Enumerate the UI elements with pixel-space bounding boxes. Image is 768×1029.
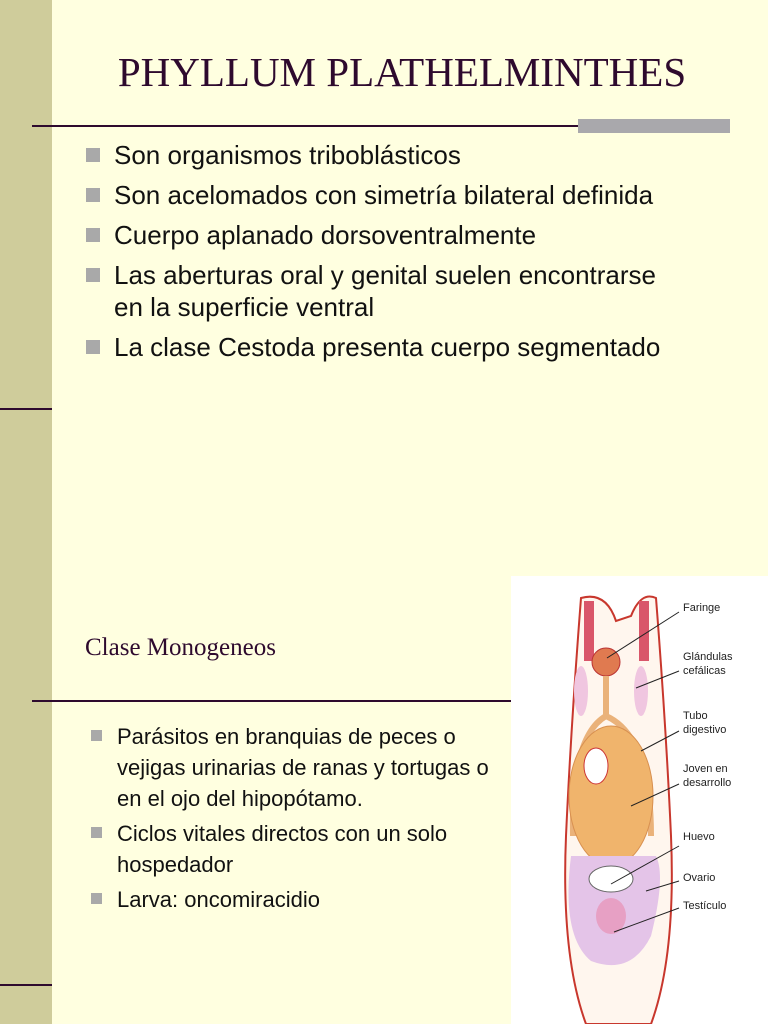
- bullet-icon: [91, 893, 102, 904]
- list-item: [114, 179, 674, 211]
- bullet-icon: [86, 228, 100, 242]
- label-desarrollo: desarrollo: [683, 777, 732, 789]
- bullet-icon: [91, 730, 102, 741]
- bullet-icon: [91, 827, 102, 838]
- list-item: [117, 818, 512, 880]
- bullet-text: Larva: oncomiracidio: [117, 887, 320, 912]
- list-item: [114, 139, 674, 171]
- bullet-text: Son organismos triboblásticos: [114, 140, 461, 170]
- bullet-list: [117, 721, 512, 919]
- left-accent-bar: [0, 0, 52, 576]
- bullet-icon: [86, 188, 100, 202]
- slide-2: [0, 576, 768, 1024]
- left-accent-bar: [0, 576, 52, 1024]
- label-testiculo: Testículo: [683, 900, 727, 912]
- list-item: [117, 884, 512, 915]
- bullet-icon: [86, 268, 100, 282]
- bullet-text: Parásitos en branquias de peces o vejigas urinarias de ranas y tortugas o en el ojo del hipopótamo.: [117, 724, 489, 811]
- slide-title: Clase Monogeneos: [85, 634, 276, 661]
- list-item: [114, 331, 674, 363]
- slide-title: PHYLLUM PLATHELMINTHES: [117, 49, 687, 95]
- worm-diagram: [511, 576, 768, 1024]
- bullet-text: Las aberturas oral y genital suelen encontrarse en la superficie ventral: [114, 260, 656, 322]
- monogenean-anatomy-figure: [511, 576, 768, 1024]
- label-ovario: Ovario: [683, 872, 716, 884]
- bullet-text: Cuerpo aplanado dorsoventralmente: [114, 220, 537, 250]
- bullet-icon: [86, 340, 100, 354]
- title-divider: [32, 700, 512, 702]
- label-huevo: Huevo: [683, 831, 715, 843]
- bullet-text: Ciclos vitales directos con un solo hospedador: [117, 821, 448, 877]
- gray-accent-bar: [578, 119, 730, 133]
- list-item: [114, 259, 674, 323]
- label-digestivo: digestivo: [683, 724, 727, 736]
- bullet-icon: [86, 148, 100, 162]
- bullet-text: Son acelomados con simetría bilateral definida: [114, 180, 654, 210]
- label-faringe: Faringe: [683, 602, 721, 614]
- list-item: [117, 721, 512, 814]
- label-glandulas: Glándulas: [683, 651, 733, 663]
- bullet-list: [114, 139, 674, 371]
- label-cefalicas: cefálicas: [683, 665, 726, 677]
- bullet-text: La clase Cestoda presenta cuerpo segmentado: [114, 332, 661, 362]
- label-tubo: Tubo: [683, 710, 708, 722]
- footer-divider: [0, 408, 52, 410]
- footer-divider: [0, 984, 52, 986]
- label-joven: Joven en: [683, 763, 728, 775]
- title-divider: [32, 125, 580, 127]
- list-item: [114, 219, 674, 251]
